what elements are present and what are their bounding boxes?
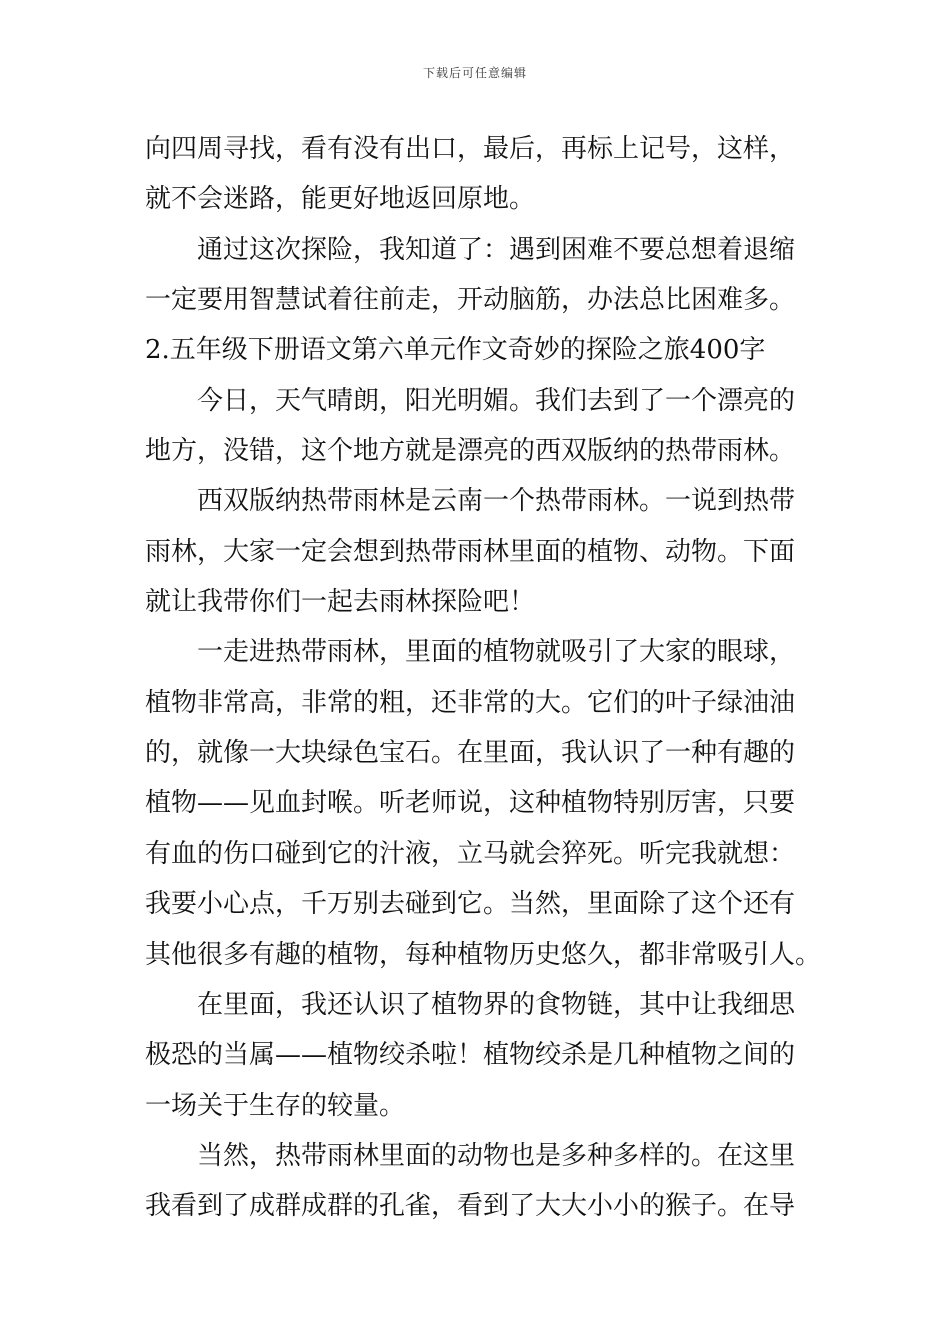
section-heading: 2.五年级下册语文第六单元作文奇妙的探险之旅400字	[145, 335, 766, 366]
page-header: 下载后可任意编辑	[422, 66, 527, 80]
text-line: 的，就像一大块绿色宝石。在里面，我认识了一种有趣的	[145, 738, 796, 769]
paragraph-first-line: 当然，热带雨林里面的动物也是多种多样的。在这里	[197, 1140, 796, 1171]
paragraph-first-line: 西双版纳热带雨林是云南一个热带雨林。一说到热带	[197, 486, 796, 517]
text-line: 我看到了成群成群的孔雀，看到了大大小小的猴子。在导	[145, 1191, 796, 1222]
text-line: 一场关于生存的较量。	[145, 1090, 406, 1121]
text-line: 其他很多有趣的植物，每种植物历史悠久，都非常吸引人。	[145, 939, 822, 970]
text-line: 地方，没错，这个地方就是漂亮的西双版纳的热带雨林。	[145, 436, 796, 467]
text-line: 一定要用智慧试着往前走，开动脑筋，办法总比困难多。	[145, 285, 796, 316]
paragraph-first-line: 通过这次探险，我知道了：遇到困难不要总想着退缩	[197, 234, 796, 265]
text-line: 雨林，大家一定会想到热带雨林里面的植物、动物。下面	[145, 536, 796, 567]
paragraph-first-line: 一走进热带雨林，里面的植物就吸引了大家的眼球，	[197, 637, 796, 668]
text-line: 我要小心点，千万别去碰到它。当然，里面除了这个还有	[145, 889, 796, 920]
text-line: 极恐的当属——植物绞杀啦！植物绞杀是几种植物之间的	[145, 1040, 796, 1071]
text-line: 有血的伤口碰到它的汁液，立马就会猝死。听完我就想：	[145, 838, 796, 869]
paragraph-first-line: 今日，天气晴朗，阳光明媚。我们去到了一个漂亮的	[197, 385, 796, 416]
document-body	[145, 124, 822, 1232]
paragraph-first-line: 在里面，我还认识了植物界的食物链，其中让我细思	[197, 989, 796, 1020]
text-line: 植物非常高，非常的粗，还非常的大。它们的叶子绿油油	[145, 687, 796, 718]
text-line: 就让我带你们一起去雨林探险吧！	[145, 587, 536, 618]
text-line: 植物——见血封喉。听老师说，这种植物特别厉害，只要	[145, 788, 796, 819]
text-line: 向四周寻找，看有没有出口，最后，再标上记号，这样，	[145, 134, 796, 164]
text-line: 就不会迷路，能更好地返回原地。	[145, 184, 536, 215]
